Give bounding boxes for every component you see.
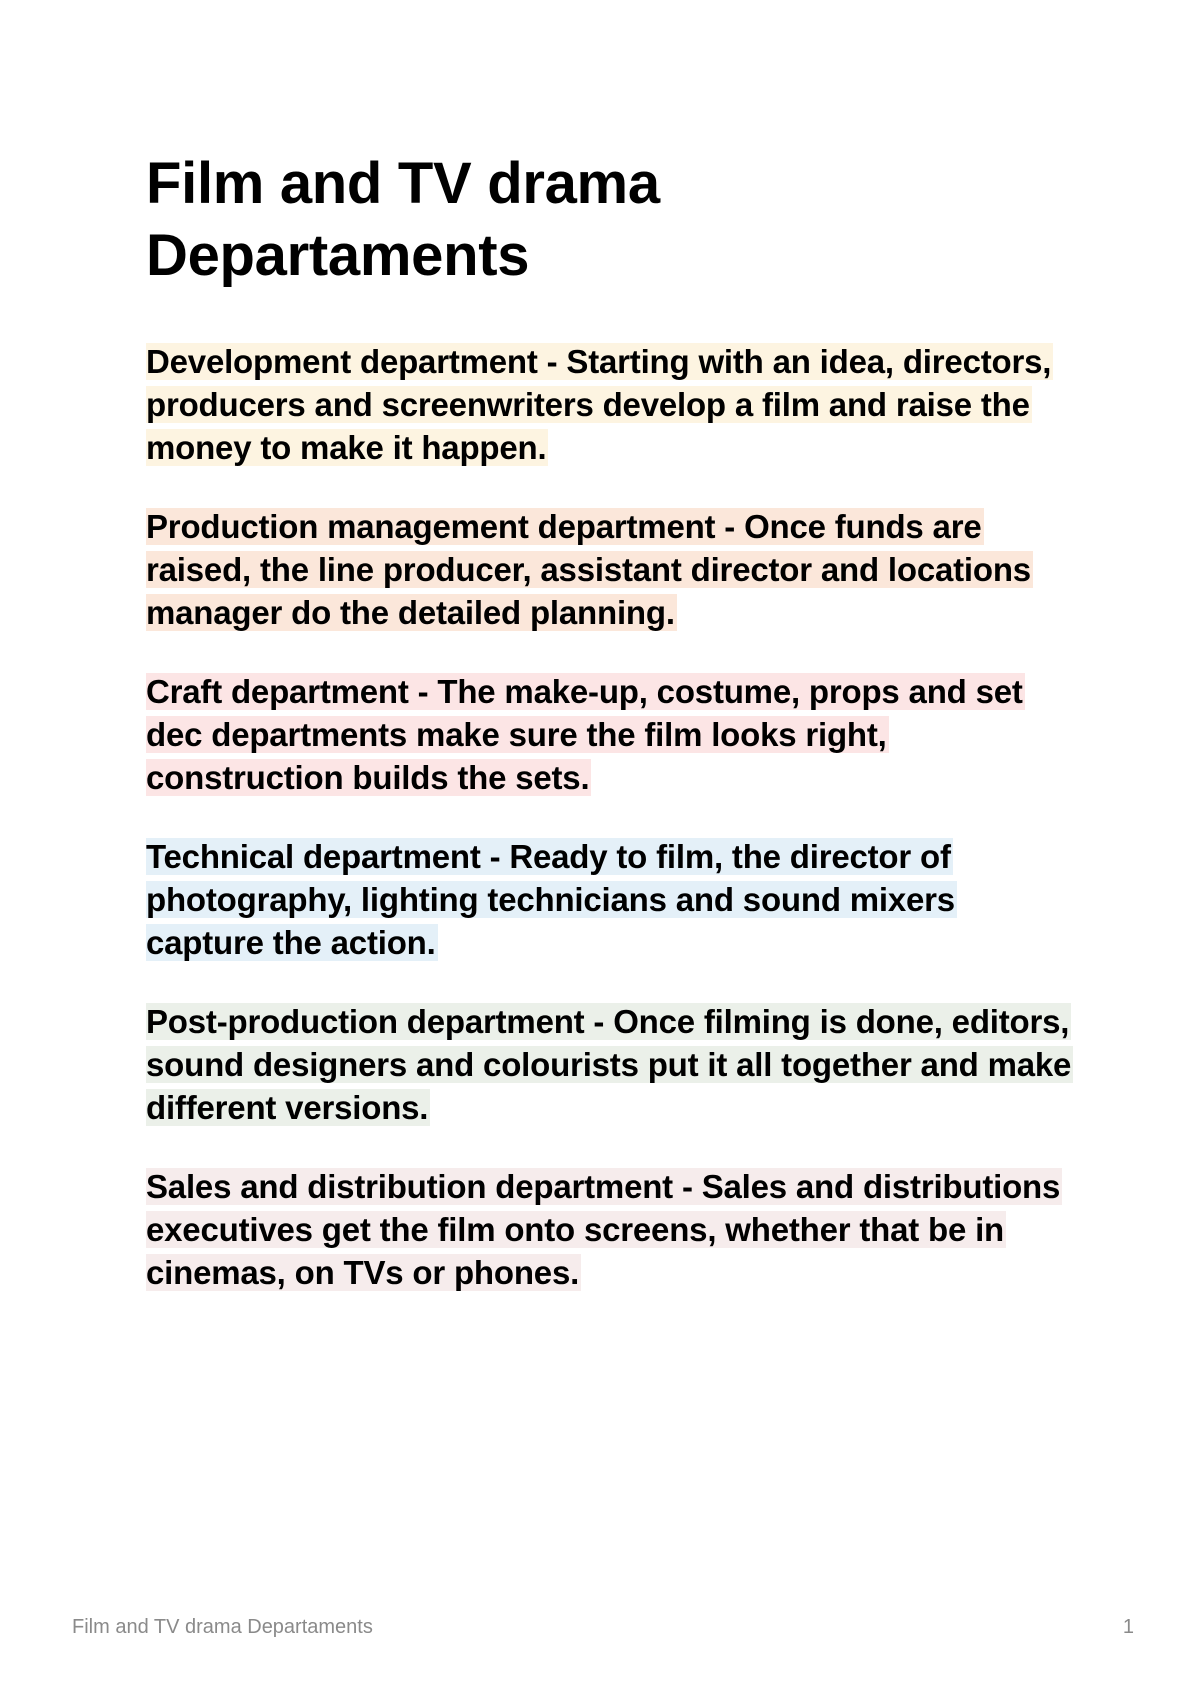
document-title xyxy=(146,148,1076,292)
section-craft xyxy=(146,670,1076,799)
section-development xyxy=(146,340,1076,469)
section-technical xyxy=(146,835,1076,964)
document-content xyxy=(146,148,1076,1330)
footer-page-number: 1 xyxy=(1122,1616,1134,1638)
section-text: Post-production department - Once filming is done, editors, sound designers and colourists put it all together and make different versions. xyxy=(146,1003,1072,1126)
section-text: Craft department - The make-up, costume, props and set dec departments make sure the film looks right, construction builds the sets. xyxy=(146,673,1023,796)
section-text: Production management department - Once funds are raised, the line producer, assistant director and locations manager do the detailed planning. xyxy=(146,508,1031,631)
section-text: Technical department - Ready to film, the director of photography, lighting technicians and sound mixers capture the action. xyxy=(146,838,955,961)
title-line-2: Departaments xyxy=(146,223,530,288)
section-sales-distribution xyxy=(146,1165,1076,1294)
section-production-management xyxy=(146,505,1076,634)
section-text: Development department - Starting with an idea, directors, producers and screenwriters develop a film and raise the money to make it happen. xyxy=(146,343,1052,466)
title-line-1: Film and TV drama xyxy=(146,151,660,216)
section-text: Sales and distribution department - Sales and distributions executives get the film onto screens, whether that be in cinemas, on TVs or phones. xyxy=(146,1168,1061,1291)
section-post-production xyxy=(146,1000,1076,1129)
footer-document-title: Film and TV drama Departaments xyxy=(72,1616,373,1638)
